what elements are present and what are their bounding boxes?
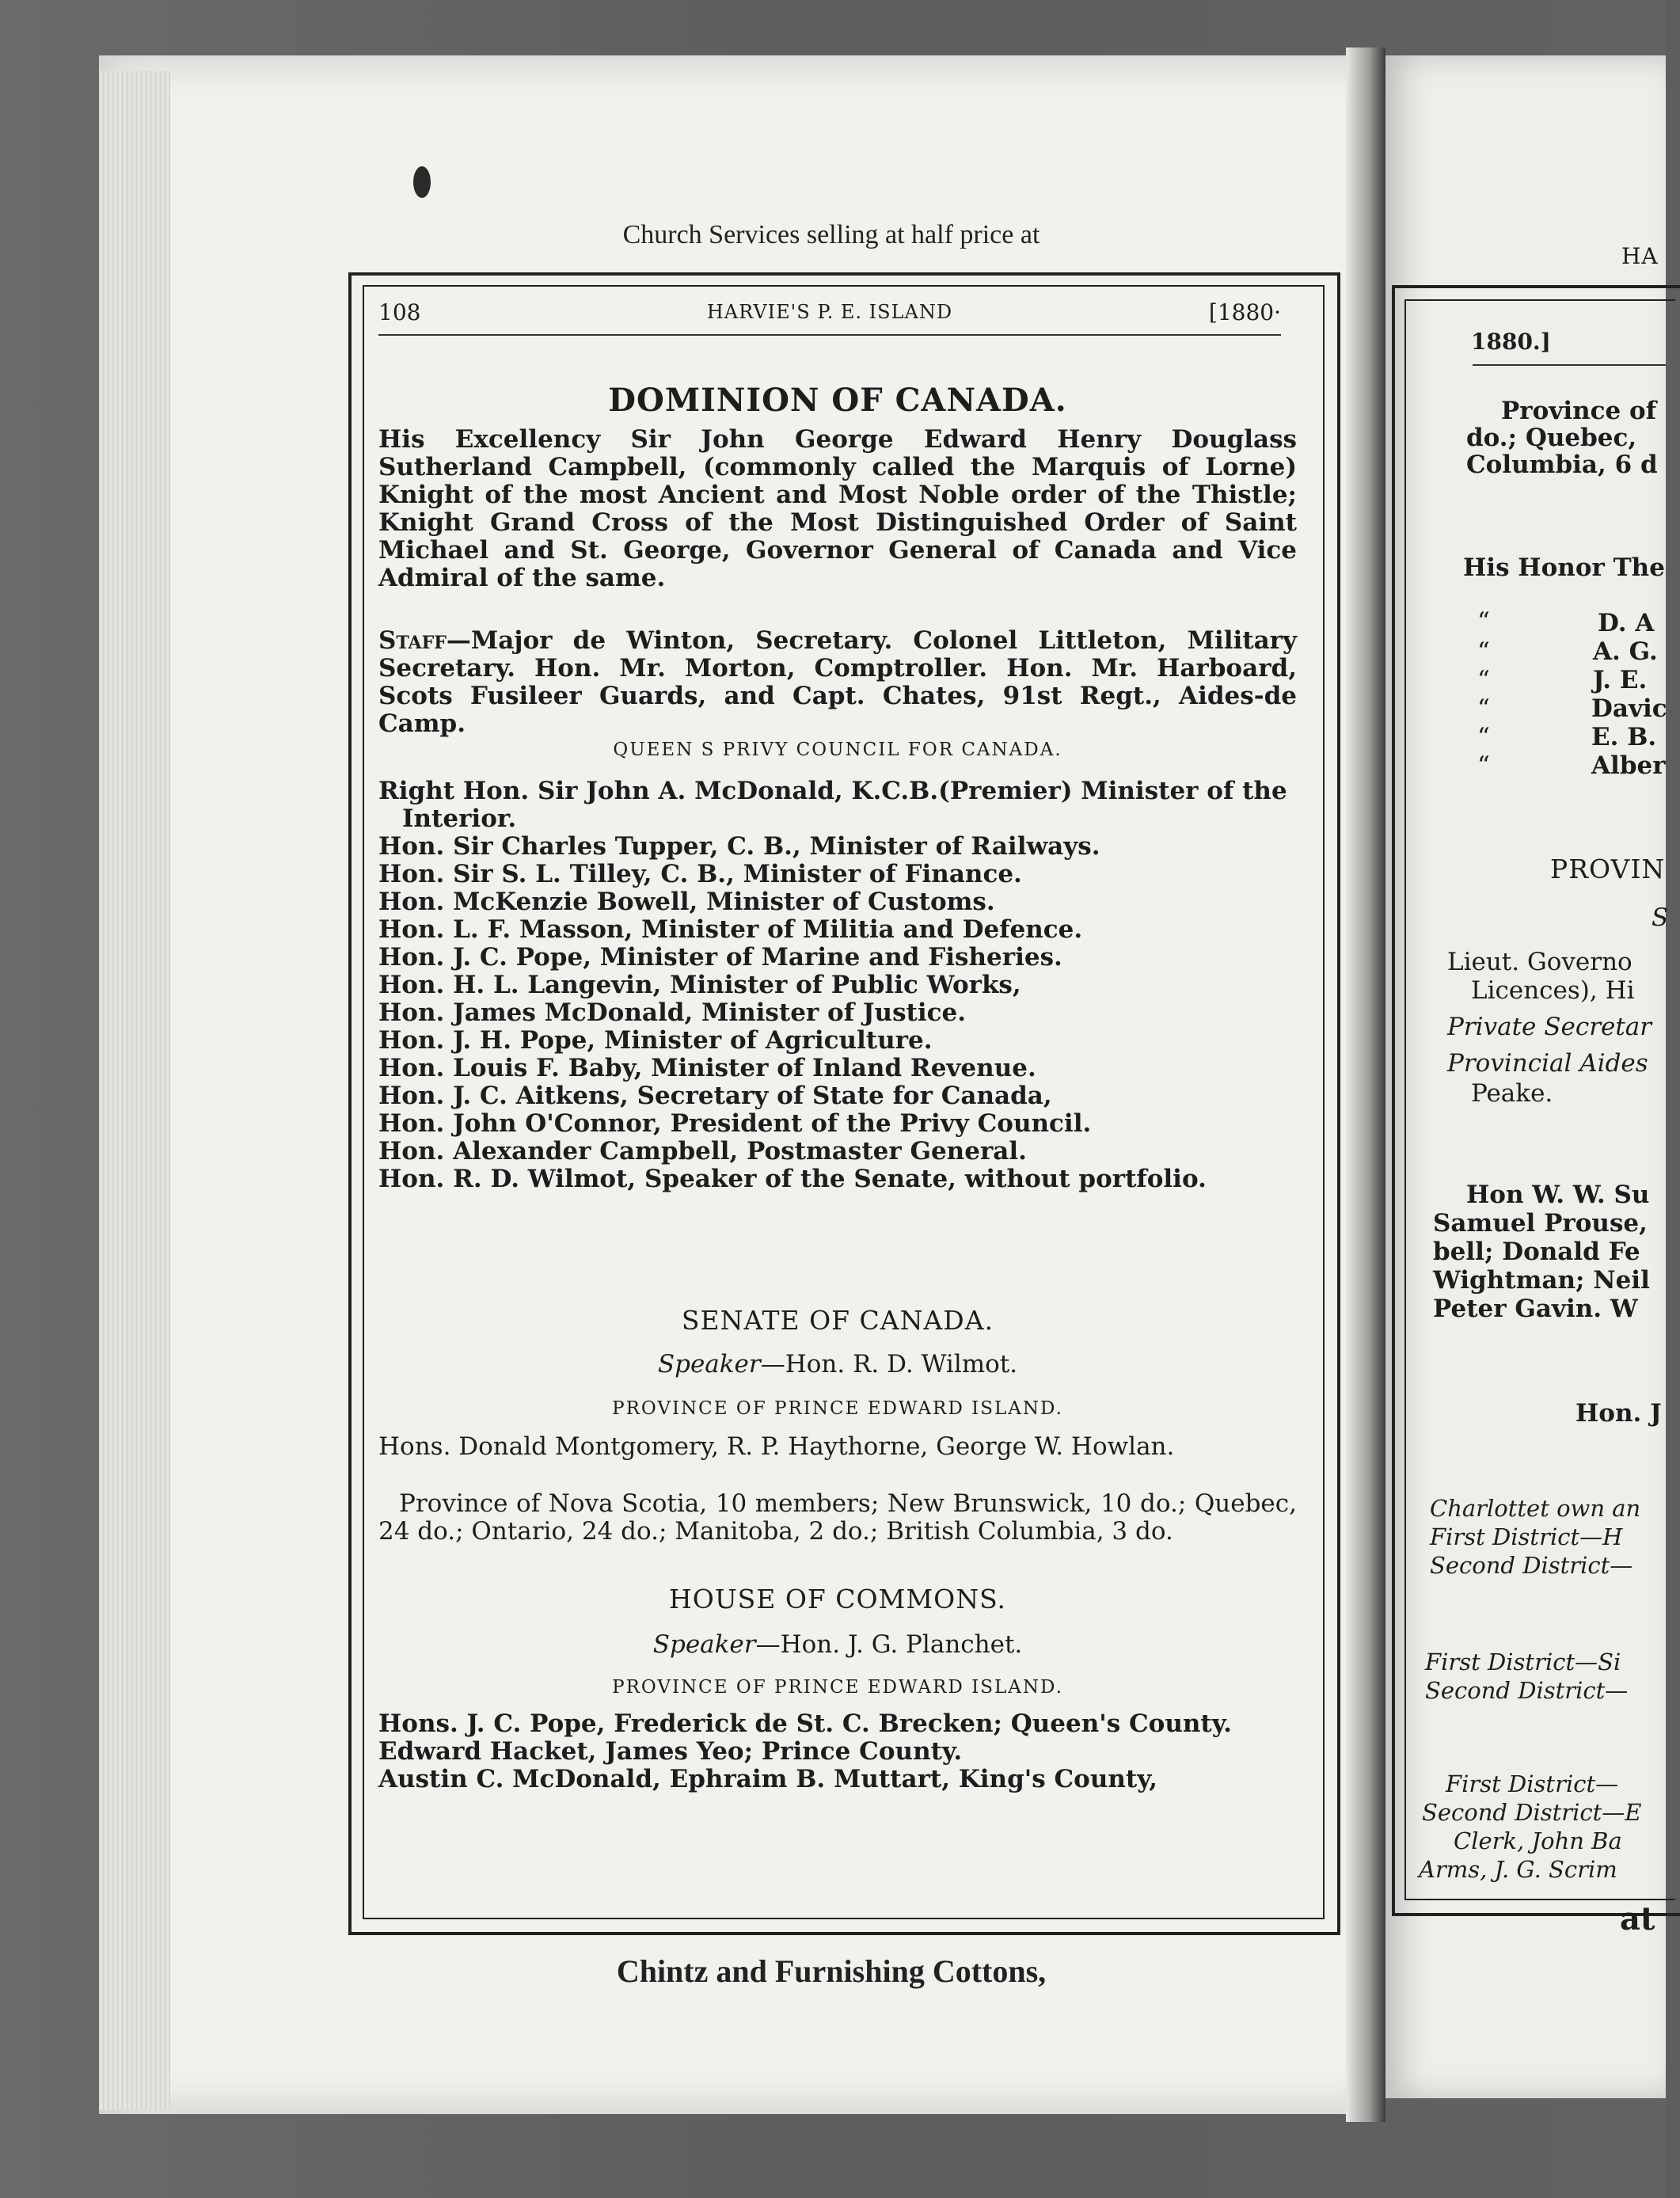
right-charlottetown: Charlottet own an xyxy=(1430,1495,1641,1522)
council-member: Right Hon. Sir John A. McDonald, K.C.B.(Premier) Minister of the Interior. xyxy=(378,777,1287,833)
right-council-line: Peter Gavin. W xyxy=(1433,1295,1638,1323)
commons-speaker xyxy=(378,1631,1297,1659)
council-member: Hon. J. H. Pope, Minister of Agriculture. xyxy=(378,1026,933,1055)
right-lieut-line: Licences), Hi xyxy=(1471,976,1635,1005)
right-district: Second District—E xyxy=(1422,1799,1642,1826)
council-member: Hon. R. D. Wilmot, Speaker of the Senate, without portfolio. xyxy=(378,1165,1207,1193)
council-member: Hon. L. F. Masson, Minister of Militia and Defence. xyxy=(378,915,1083,944)
page-number: 108 xyxy=(378,299,421,325)
bottom-advert: Chintz and Furnishing Cottons, xyxy=(616,1953,1047,1989)
right-district: Second District— xyxy=(1425,1677,1629,1704)
right-council-line: bell; Donald Fe xyxy=(1433,1238,1640,1266)
senate-speaker-label: Speaker xyxy=(657,1350,761,1379)
staff-paragraph xyxy=(378,627,1297,738)
dominion-title: DOMINION OF CANADA. xyxy=(608,382,1067,419)
right-district: First District—H xyxy=(1430,1523,1623,1550)
right-district: First District— xyxy=(1446,1770,1619,1797)
right-district: Second District— xyxy=(1430,1552,1633,1579)
ditto-mark: “ xyxy=(1477,607,1490,636)
right-name: A. G. xyxy=(1593,637,1658,666)
right-council-line: Wightman; Neil xyxy=(1433,1266,1650,1295)
right-peake: Peake. xyxy=(1471,1079,1553,1108)
ditto-mark: “ xyxy=(1477,637,1490,666)
right-clerk: Clerk, John Ba xyxy=(1454,1827,1622,1854)
right-line: do.; Quebec, xyxy=(1466,424,1637,452)
book-gutter xyxy=(1346,48,1385,2122)
commons-speaker-name: —Hon. J. G. Planchet. xyxy=(755,1630,1023,1659)
header-year: [1880· xyxy=(1208,299,1281,325)
council-member: Hon. Louis F. Baby, Minister of Inland Revenue. xyxy=(378,1054,1036,1082)
right-honor-line: His Honor The xyxy=(1463,553,1665,582)
right-private-secretary: Private Secretar xyxy=(1447,1013,1652,1041)
commons-member: Austin C. McDonald, Ephraim B. Muttart, King's County, xyxy=(378,1765,1158,1793)
right-council-line: Hon W. W. Su xyxy=(1466,1181,1650,1209)
right-name: Davic xyxy=(1591,694,1667,723)
senate-province-heading: PROVINCE OF PRINCE EDWARD ISLAND. xyxy=(612,1398,1063,1419)
right-top-fragment: HA xyxy=(1621,243,1659,269)
right-line: Province of xyxy=(1501,397,1657,425)
council-member: Hon. H. L. Langevin, Minister of Public Works, xyxy=(378,971,1021,999)
right-provincial-aides: Provincial Aides xyxy=(1447,1049,1648,1078)
commons-member: Edward Hacket, James Yeo; Prince County. xyxy=(378,1737,963,1766)
commons-speaker-label: Speaker xyxy=(652,1630,756,1659)
council-member: Hon. James McDonald, Minister of Justice. xyxy=(378,998,967,1027)
commons-member: Hons. J. C. Pope, Frederick de St. C. Brecken; Queen's County. xyxy=(378,1709,1232,1738)
senate-provinces: Province of Nova Scotia, 10 members; New Brunswick, 10 do.; Quebec, 24 do.; Ontario, 24 do.; Manitoba, 2 do.; British Columbia, 3 do. xyxy=(378,1489,1297,1546)
privy-council-heading: QUEEN S PRIVY COUNCIL FOR CANADA. xyxy=(613,740,1062,760)
top-advert: Church Services selling at half price at xyxy=(622,220,1040,249)
header-title: HARVIE'S P. E. ISLAND xyxy=(706,301,953,323)
senate-heading: SENATE OF CANADA. xyxy=(681,1305,994,1336)
ink-spot xyxy=(413,166,431,198)
right-name: J. E. xyxy=(1593,666,1648,694)
commons-province-heading: PROVINCE OF PRINCE EDWARD ISLAND. xyxy=(612,1677,1063,1698)
privy-council-list xyxy=(378,778,1297,1193)
council-member: Hon. Alexander Campbell, Postmaster General. xyxy=(378,1137,1027,1166)
right-name: E. B. xyxy=(1591,723,1657,751)
ditto-mark: “ xyxy=(1477,751,1490,780)
right-name: D. A xyxy=(1598,609,1655,637)
council-member: Hon. Sir Charles Tupper, C. B., Minister of Railways. xyxy=(378,832,1100,861)
staff-text: —Major de Winton, Secretary. Colonel Littleton, Military Secretary. Hon. Mr. Morton, Comptroller. Hon. Mr. Harboard, Scots Fusileer Guards, and Capt. Chates, 91st Regt., Aides-de Camp. xyxy=(378,626,1297,738)
right-council-line: Samuel Prouse, xyxy=(1433,1209,1648,1238)
right-arms: Arms, J. G. Scrim xyxy=(1419,1856,1617,1883)
right-lieut-line: Lieut. Governo xyxy=(1447,948,1632,976)
right-bottom-fragment: at xyxy=(1620,1900,1655,1938)
council-member: Hon. McKenzie Bowell, Minister of Customs. xyxy=(378,888,995,916)
right-header-year: 1880.] xyxy=(1471,329,1551,355)
council-member: Hon. Sir S. L. Tilley, C. B., Minister of Finance. xyxy=(378,860,1022,888)
senate-speaker xyxy=(378,1351,1297,1379)
page-content xyxy=(378,293,1297,1877)
ditto-mark: “ xyxy=(1477,723,1490,751)
commons-heading: HOUSE OF COMMONS. xyxy=(668,1584,1006,1614)
commons-members xyxy=(378,1710,1297,1793)
council-member: Hon. J. C. Pope, Minister of Marine and Fisheries. xyxy=(378,943,1062,972)
governor-paragraph: His Excellency Sir John George Edward Henry Douglass Sutherland Campbell, (commonly called the Marquis of Lorne) Knight of the most Ancient and Most Noble order of the Thistle; Knight Grand Cross of the Most Distinguished Order of Saint Michael and St. George, Governor General of Canada and Vice Admiral of the same. xyxy=(378,425,1297,592)
staff-label: Staff xyxy=(378,626,447,655)
right-provi-heading: PROVIN xyxy=(1550,854,1666,884)
senate-speaker-name: —Hon. R. D. Wilmot. xyxy=(760,1350,1018,1379)
council-member: Hon. John O'Connor, President of the Privy Council. xyxy=(378,1109,1092,1138)
right-s-fragment: S xyxy=(1651,903,1669,932)
council-member: Hon. J. C. Aitkens, Secretary of State for Canada, xyxy=(378,1082,1052,1110)
right-hon-j: Hon. J xyxy=(1575,1399,1662,1428)
ditto-mark: “ xyxy=(1477,694,1490,723)
page-edges xyxy=(99,71,170,2110)
right-header-rule xyxy=(1473,364,1666,366)
right-line: Columbia, 6 d xyxy=(1466,451,1658,479)
ditto-mark: “ xyxy=(1477,666,1490,694)
right-name: Alber xyxy=(1591,751,1666,780)
senate-members: Hons. Donald Montgomery, R. P. Haythorne, George W. Howlan. xyxy=(378,1432,1175,1461)
right-district: First District—Si xyxy=(1425,1648,1621,1675)
